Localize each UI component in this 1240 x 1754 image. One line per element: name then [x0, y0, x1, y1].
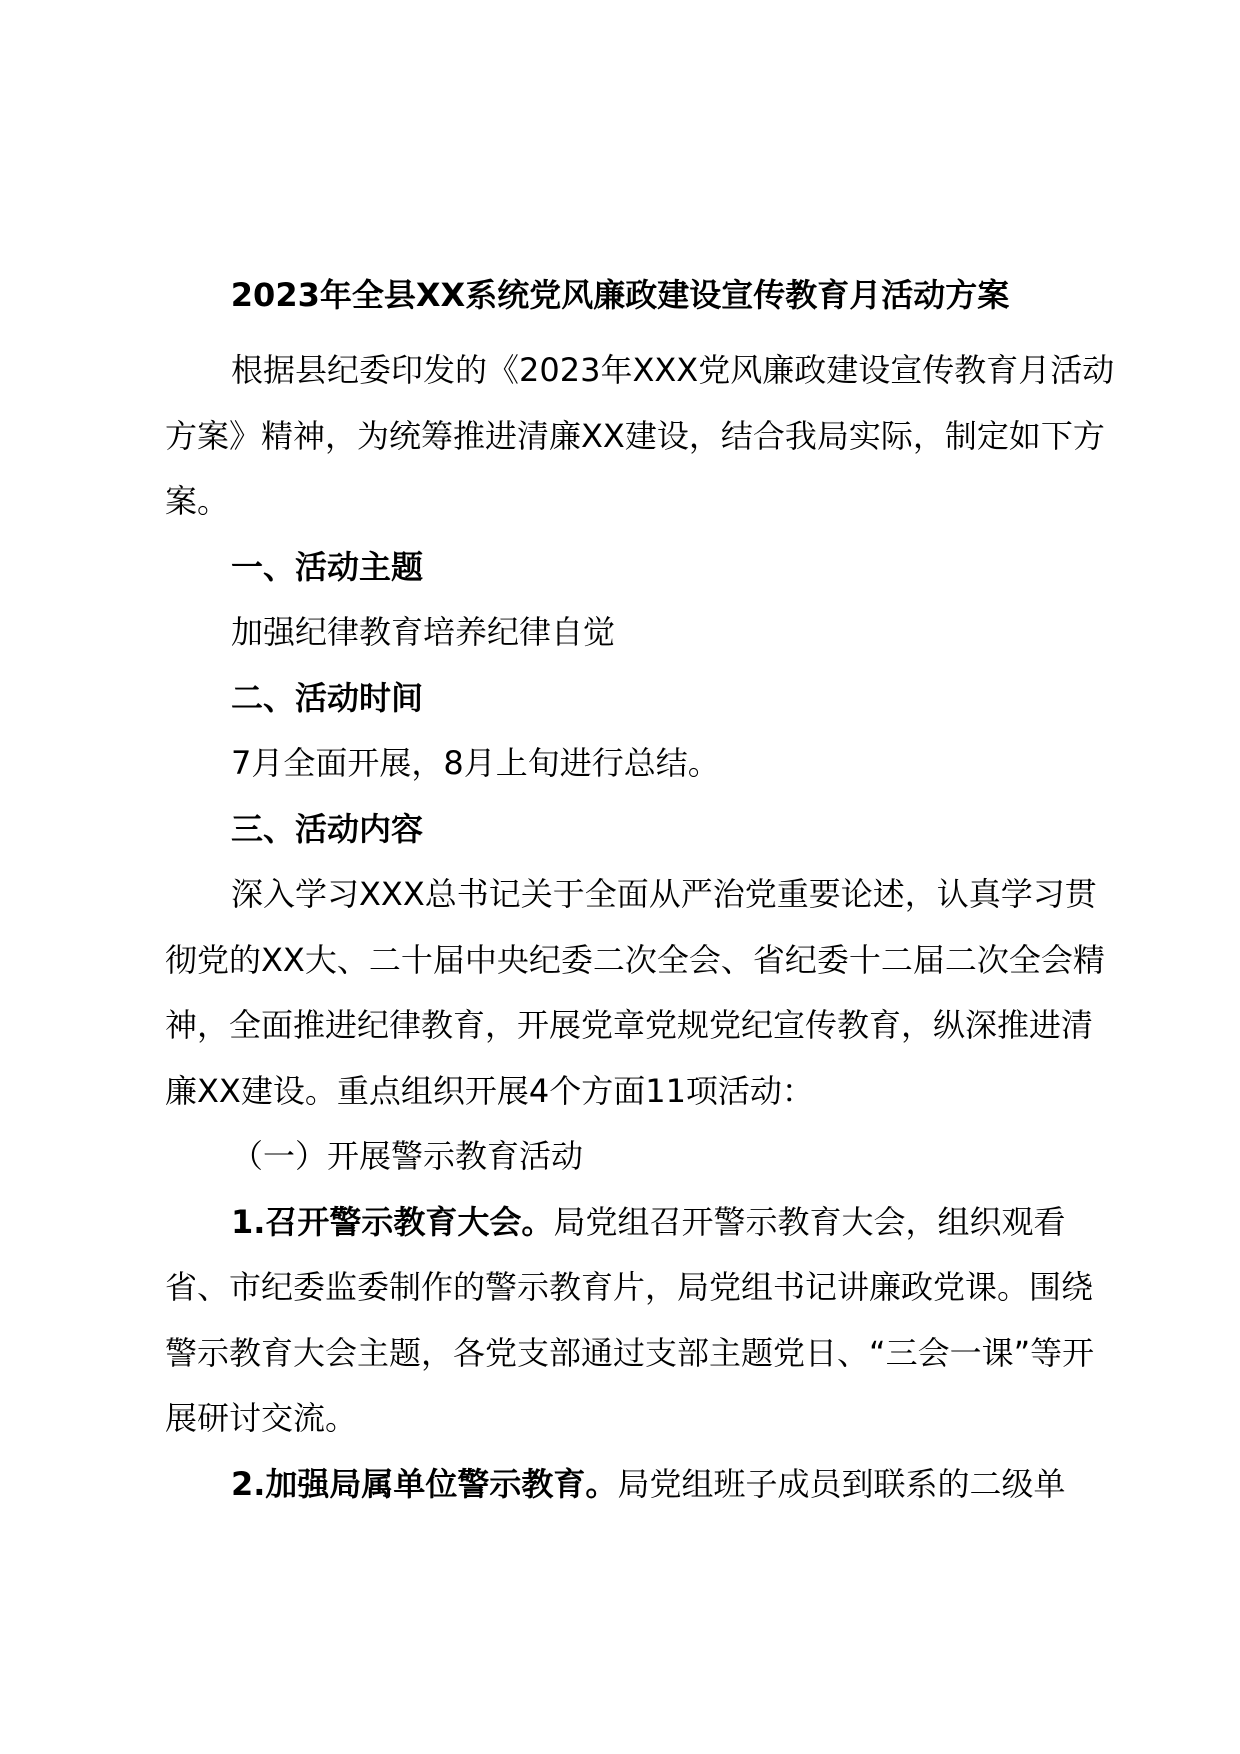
item-paragraph-1 — [165, 1190, 1115, 1452]
section-text-theme: 加强纪律教育培养纪律自觉 — [231, 613, 616, 651]
item-lead-2: 2.加强局属单位警示教育。 — [231, 1464, 618, 1503]
item-text-1: 局党组召开警示教育大会，组织观看省、市纪委监委制作的警示教育片，局党组书记讲廉政党课。围绕警示教育大会主题，各党支部通过支部主题党日、“三会一课”等开展研讨交流。 — [165, 1202, 1095, 1437]
intro-paragraph: 根据县纪委印发的《2023年XXX党风廉政建设宣传教育月活动方案》精神，为统筹推进清廉XX建设，结合我局实际，制定如下方案。 — [165, 351, 1115, 520]
item-text-2: 局党组班子成员到联系的二级单 — [617, 1464, 1066, 1503]
item-lead-1: 1.召开警示教育大会。 — [231, 1202, 554, 1241]
document-body — [165, 338, 1115, 1517]
section-text-time: 7月全面开展，8月上旬进行总结。 — [231, 744, 720, 782]
section-heading-theme: 一、活动主题 — [231, 547, 424, 586]
section-text-content: 深入学习XXX总书记关于全面从严治党重要论述，认真学习贯彻党的XX大、二十届中央纪委二次全会、省纪委十二届二次全会精神，全面推进纪律教育，开展党章党规党纪宣传教育，纵深推进清廉XX建设。重点组织开展4个方面11项活动： — [165, 875, 1105, 1110]
section-heading-content: 三、活动内容 — [231, 809, 424, 848]
item-paragraph-2 — [165, 1452, 1115, 1518]
document-title: 2023年全县XX系统党风廉政建设宣传教育月活动方案 — [230, 276, 1010, 314]
section-heading-time: 二、活动时间 — [231, 678, 424, 717]
subsection-heading: （一）开展警示教育活动 — [231, 1137, 584, 1175]
